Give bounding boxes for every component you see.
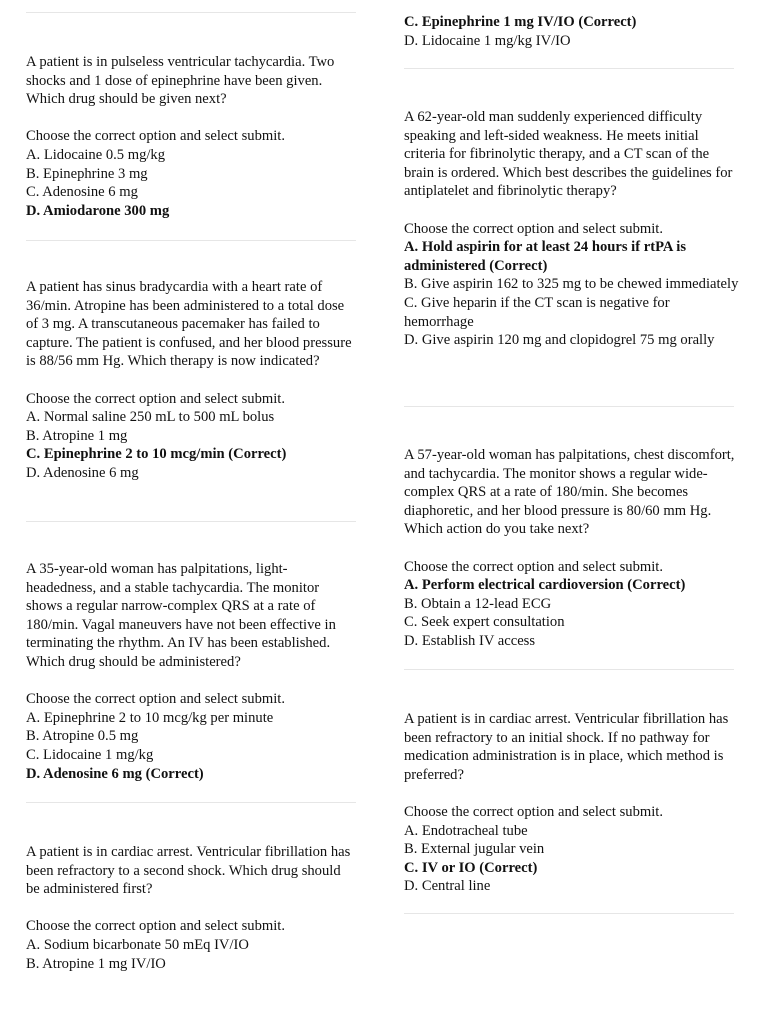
option-d[interactable]: D. Establish IV access (404, 632, 536, 649)
divider (26, 802, 356, 803)
question-text: A patient is in pulseless ventricular tachycardia. Two shocks and 1 dose of epinephrine have been given. Which drug should be given next? (26, 54, 335, 108)
instruction-text: Choose the correct option and select submit. (404, 558, 663, 575)
instruction-text: Choose the correct option and select submit. (26, 691, 285, 708)
divider (404, 913, 734, 914)
instruction-text: Choose the correct option and select submit. (26, 128, 285, 145)
option-b[interactable]: B. Epinephrine 3 mg (26, 165, 148, 182)
option-b[interactable]: B. External jugular vein (404, 841, 545, 858)
question-block-1 (26, 53, 356, 220)
option-a[interactable]: A. Normal saline 250 mL to 500 mL bolus (26, 409, 275, 426)
question-block-6 (404, 446, 740, 651)
option-a[interactable]: A. Sodium bicarbonate 50 mEq IV/IO (26, 936, 249, 953)
divider (404, 68, 734, 69)
question-text: A patient is in cardiac arrest. Ventricular fibrillation has been refractory to an initial shock. If no pathway for medication administration is in place, which method is preferred? (404, 711, 729, 783)
question-text: A 57-year-old woman has palpitations, chest discomfort, and tachycardia. The monitor shows a regular wide-complex QRS at a rate of 180/min. She becomes diaphoretic, and her blood pressure is 80/60 mm Hg. Which action do you take next? (404, 447, 735, 538)
option-d[interactable]: D. Give aspirin 120 mg and clopidogrel 75 mg orally (404, 332, 715, 349)
question-block-7 (404, 710, 740, 896)
option-c[interactable]: C. Epinephrine 2 to 10 mcg/min (Correct) (26, 446, 287, 463)
option-c[interactable]: C. IV or IO (Correct) (404, 859, 538, 876)
divider (404, 669, 734, 670)
divider (26, 240, 356, 241)
question-text: A patient is in cardiac arrest. Ventricular fibrillation has been refractory to a second shock. Which drug should be administered first? (26, 844, 351, 898)
option-c[interactable]: C. Seek expert consultation (404, 614, 565, 631)
option-d[interactable]: D. Lidocaine 1 mg/kg IV/IO (404, 32, 571, 49)
option-a[interactable]: A. Lidocaine 0.5 mg/kg (26, 146, 166, 163)
question-block-5 (404, 108, 740, 350)
option-c[interactable]: C. Give heparin if the CT scan is negative for hemorrhage (404, 294, 670, 330)
option-a[interactable]: A. Perform electrical cardioversion (Correct) (404, 577, 686, 594)
instruction-text: Choose the correct option and select submit. (404, 220, 663, 237)
option-a[interactable]: A. Epinephrine 2 to 10 mcg/kg per minute (26, 709, 274, 726)
option-b[interactable]: B. Obtain a 12-lead ECG (404, 595, 552, 612)
option-c[interactable]: C. Adenosine 6 mg (26, 184, 138, 201)
left-column (26, 0, 356, 972)
option-d[interactable]: D. Central line (404, 878, 491, 895)
option-d[interactable]: D. Amiodarone 300 mg (26, 202, 170, 219)
question-block-4 (26, 843, 356, 973)
question-block-2 (26, 278, 356, 483)
question-text: A patient has sinus bradycardia with a heart rate of 36/min. Atropine has been administered to a total dose of 3 mg. A transcutaneous pacemaker has failed to capture. The patient is confused, and her blood pressure is 88/56 mm Hg. Which therapy is now indicated? (26, 279, 352, 370)
divider (26, 521, 356, 522)
instruction-text: Choose the correct option and select submit. (404, 803, 663, 820)
instruction-text: Choose the correct option and select submit. (26, 390, 285, 407)
option-d[interactable]: D. Adenosine 6 mg (Correct) (26, 765, 204, 782)
option-b[interactable]: B. Atropine 1 mg (26, 427, 128, 444)
option-c[interactable]: C. Epinephrine 1 mg IV/IO (Correct) (404, 14, 637, 30)
question-text: A 35-year-old woman has palpitations, light-headedness, and a stable tachycardia. The monitor shows a regular narrow-complex QRS at a rate of 180/min. Vagal maneuvers have not been effective in terminating the rhythm. An IV has been established. Which drug should be administered? (26, 561, 336, 670)
option-a[interactable]: A. Endotracheal tube (404, 822, 528, 839)
option-b[interactable]: B. Atropine 1 mg IV/IO (26, 955, 166, 972)
divider (404, 406, 734, 407)
question-block-3 (26, 560, 356, 783)
option-b[interactable]: B. Atropine 0.5 mg (26, 728, 139, 745)
divider (26, 12, 356, 13)
option-c[interactable]: C. Lidocaine 1 mg/kg (26, 746, 154, 763)
option-a[interactable]: A. Hold aspirin for at least 24 hours if rtPA is administered (Correct) (404, 239, 687, 274)
option-d[interactable]: D. Adenosine 6 mg (26, 464, 139, 481)
instruction-text: Choose the correct option and select submit. (26, 918, 285, 935)
option-b[interactable]: B. Give aspirin 162 to 325 mg to be chewed immediately (404, 276, 739, 293)
question-text: A 62-year-old man suddenly experienced difficulty speaking and left-sided weakness. He meets initial criteria for fibrinolytic therapy, and a CT scan of the brain is ordered. Which best describes the guidelines for antiplatelet and fibrinolytic therapy? (404, 109, 733, 200)
question-block-4-continued (404, 13, 740, 50)
